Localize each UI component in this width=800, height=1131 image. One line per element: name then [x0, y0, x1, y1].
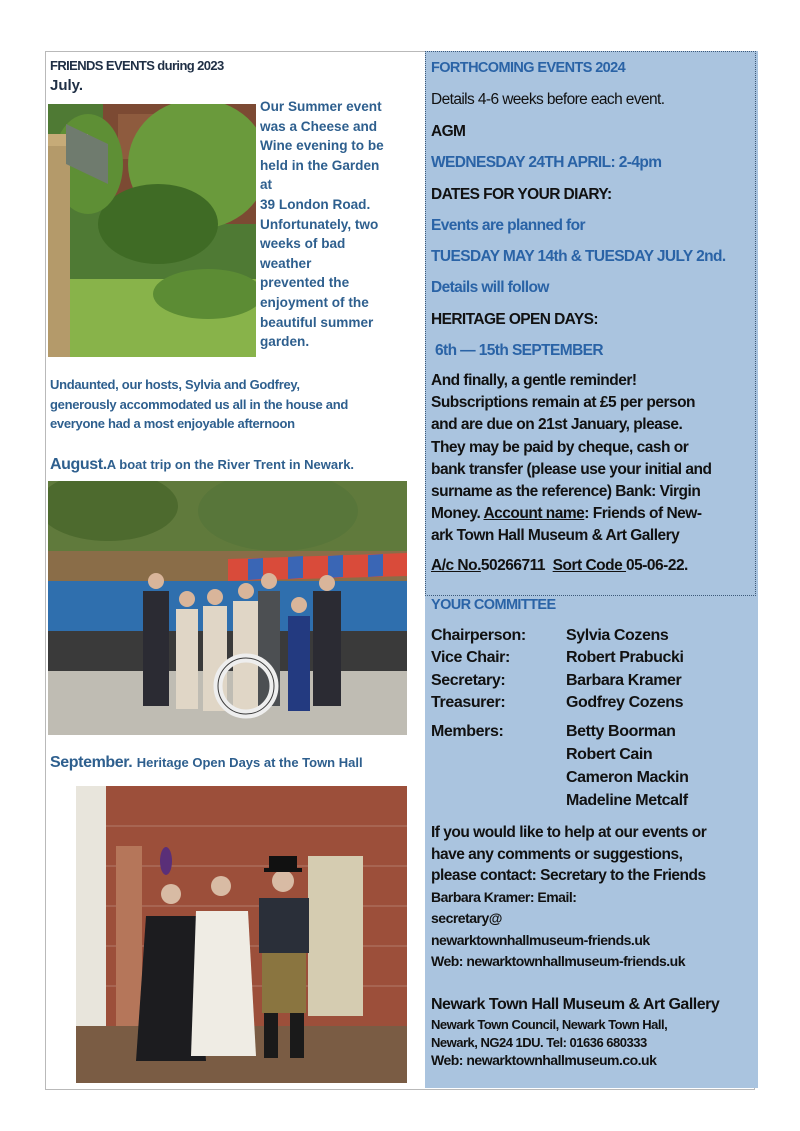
forthcoming-events-title: FORTHCOMING EVENTS 2024: [431, 60, 626, 76]
committee-name: Barbara Kramer: [566, 672, 682, 689]
member-name: Cameron Mackin: [566, 769, 689, 786]
event-dates: TUESDAY MAY 14th & TUESDAY JULY 2nd.: [431, 248, 726, 265]
member-name: Madeline Metcalf: [566, 792, 688, 809]
address-line: Newark, NG24 1DU. Tel: 01636 680333: [431, 1035, 647, 1050]
september-heading: September.: [50, 754, 133, 771]
september-caption: [50, 754, 363, 772]
garden-photo: [48, 104, 256, 357]
sort-code: 05-06-22.: [626, 556, 688, 574]
events-planned: Events are planned for: [431, 217, 585, 234]
july-text-line: held in the Garden: [260, 157, 380, 173]
reminder-line: [431, 503, 756, 525]
agm-date: WEDNESDAY 24TH APRIL: 2-4pm: [431, 154, 662, 171]
july-heading: July.: [50, 77, 84, 94]
agm-label: AGM: [431, 123, 466, 140]
july-text: [260, 97, 405, 352]
email-part: secretary@: [431, 910, 502, 926]
help-line: If you would like to help at our events or: [431, 824, 707, 841]
paragraph-line: Undaunted, our hosts, Sylvia and Godfrey,: [50, 377, 300, 392]
july-text-line: weather: [260, 255, 312, 271]
paragraph-line: everyone had a most enjoyable afternoon: [50, 416, 295, 431]
heritage-dates: 6th — 15th SEPTEMBER: [435, 342, 603, 359]
heritage-open-days-photo: [76, 786, 407, 1083]
events-2023-title: FRIENDS EVENTS during 2023: [50, 58, 224, 73]
reminder-line: Subscriptions remain at £5 per person: [431, 394, 696, 412]
reminder-line: And finally, a gentle reminder!: [431, 372, 637, 389]
july-text-line: Wine evening to be: [260, 138, 384, 154]
july-paragraph: [50, 375, 400, 434]
paragraph-line: generously accommodated us all in the house and: [50, 396, 348, 412]
museum-name: Newark Town Hall Museum & Art Gallery: [431, 996, 720, 1013]
contact-name: Barbara Kramer: Email:: [431, 888, 577, 905]
committee-name: Godfrey Cozens: [566, 694, 684, 711]
boat-trip-photo: [48, 481, 407, 735]
address-line: Newark Town Council, Newark Town Hall,: [431, 1017, 668, 1032]
diary-label: DATES FOR YOUR DIARY:: [431, 186, 612, 203]
details-follow: Details will follow: [431, 279, 549, 296]
july-text-line: 39 London Road.: [260, 196, 371, 212]
subscription-reminder: [431, 370, 756, 577]
july-text-line: prevented the: [260, 275, 350, 291]
committee-role: Treasurer:: [431, 694, 506, 711]
reminder-line: ark Town Hall Museum & Art Gallery: [431, 527, 680, 545]
july-text-line: Unfortunately, two: [260, 216, 379, 232]
help-line: have any comments or suggestions,: [431, 845, 683, 863]
july-text-line: weeks of bad: [260, 236, 346, 252]
committee-name: Robert Prabucki: [566, 649, 684, 666]
committee-name: Sylvia Cozens: [566, 627, 669, 644]
email-part: newarktownhallmuseum-friends.uk: [431, 931, 650, 948]
account-number: 50266711: [480, 556, 546, 574]
museum-website: Web: newarktownhallmuseum.co.uk: [431, 1052, 657, 1068]
reminder-line: surname as the reference) Bank: Virgin: [431, 483, 701, 501]
committee-role: Secretary:: [431, 672, 506, 689]
august-caption: [50, 456, 354, 474]
details-note: Details 4-6 weeks before each event.: [431, 91, 665, 108]
reminder-line: They may be paid by cheque, cash or: [431, 438, 689, 456]
august-caption-text: A boat trip on the River Trent in Newark.: [106, 457, 355, 472]
reminder-line: bank transfer (please use your initial and: [431, 460, 712, 478]
help-line: please contact: Secretary to the Friends: [431, 867, 706, 884]
account-number-label: A/c No.: [431, 556, 481, 574]
september-caption-text: Heritage Open Days at the Town Hall: [136, 755, 363, 770]
committee-role: Vice Chair:: [431, 649, 510, 666]
friends-website: Web: newarktownhallmuseum-friends.uk: [431, 953, 686, 969]
account-name-label: Account name: [483, 505, 585, 523]
july-text-line: was a Cheese and: [260, 118, 378, 134]
august-heading: August.: [50, 456, 107, 473]
july-text-line: beautiful summer: [260, 314, 374, 330]
july-text-line: at: [260, 177, 273, 193]
member-name: Robert Cain: [566, 746, 653, 763]
reminder-text: : Friends of New-: [584, 505, 702, 523]
july-text-line: Our Summer event: [260, 99, 382, 114]
members-label: Members:: [431, 723, 504, 740]
member-name: Betty Boorman: [566, 723, 676, 740]
museum-footer: [431, 996, 756, 1068]
july-text-line: enjoyment of the: [260, 294, 369, 310]
july-text-line: garden.: [260, 334, 310, 350]
reminder-line: and are due on 21st January, please.: [431, 416, 683, 434]
reminder-text: Money.: [431, 505, 484, 523]
committee-title: YOUR COMMITTEE: [431, 597, 556, 613]
sort-code-label: Sort Code: [552, 556, 627, 574]
bank-details: [431, 555, 756, 577]
contact-info: [431, 822, 756, 973]
committee-role: Chairperson:: [431, 627, 526, 644]
heritage-label: HERITAGE OPEN DAYS:: [431, 311, 598, 328]
